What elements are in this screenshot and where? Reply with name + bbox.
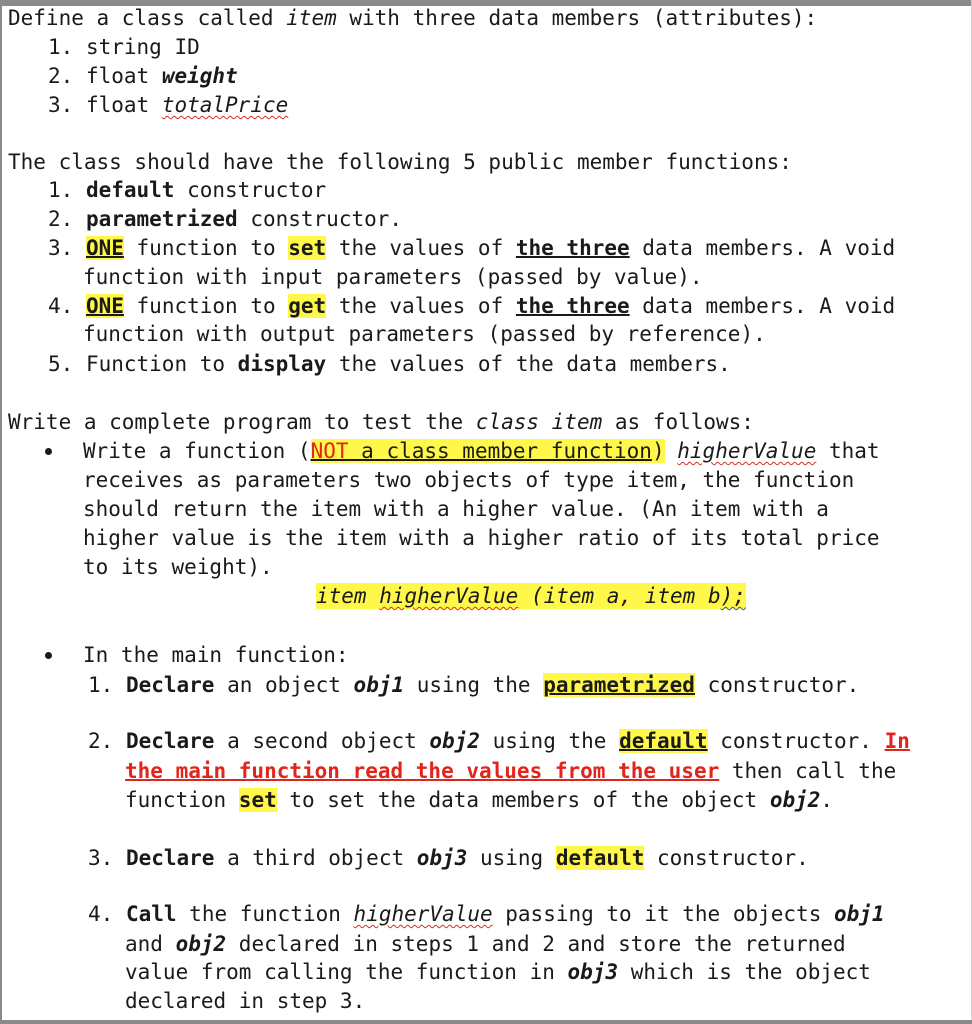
function-item: 3. ONE function to set the values of the three data members. A void <box>48 236 896 260</box>
function-item: 4. ONE function to get the values of the three data members. A void <box>48 294 896 318</box>
function-item: 5. Function to display the values of the data members. <box>48 352 731 376</box>
bullet-text: should return the item with a higher value. (An item with a <box>83 497 829 521</box>
bottom-border <box>0 1020 972 1024</box>
step-item: 4. Call the function higherValue passing to it the objects obj1 <box>88 902 885 926</box>
bullet-text: receives as parameters two objects of type item, the function <box>83 468 855 492</box>
bullet-icon <box>45 448 52 455</box>
bullet-icon <box>45 652 52 659</box>
step-continuation: function set to set the data members of the object obj2. <box>125 788 834 812</box>
step-item: 1. Declare an object obj1 using the parametrized constructor. <box>88 673 860 697</box>
bullet-text: Write a function (NOT a class member function) higherValue that <box>83 439 880 463</box>
step-item: 2. Declare a second object obj2 using the default constructor. In <box>88 729 910 753</box>
function-prototype: item higherValue (item a, item b); <box>316 584 746 608</box>
member-item: 3. float totalPrice <box>48 93 289 117</box>
member-item: 1. string ID <box>48 35 200 59</box>
bullet-text: In the main function: <box>83 643 349 667</box>
function-item-continuation: function with input parameters (passed by value). <box>83 265 703 289</box>
member-functions-heading: The class should have the following 5 public member functions: <box>8 150 792 174</box>
left-border <box>0 0 2 1024</box>
class-definition-heading: Define a class called item with three data members (attributes): <box>8 6 818 30</box>
step-continuation: value from calling the function in obj3 which is the object <box>125 960 871 984</box>
function-item: 2. parametrized constructor. <box>48 207 403 231</box>
bullet-text: to its weight). <box>83 555 273 579</box>
step-item: 3. Declare a third object obj3 using default constructor. <box>88 846 809 870</box>
bullet-text: higher value is the item with a higher ratio of its total price <box>83 526 880 550</box>
step-continuation: and obj2 declared in steps 1 and 2 and store the returned <box>125 932 846 956</box>
function-item-continuation: function with output parameters (passed by reference). <box>83 322 766 346</box>
function-item: 1. default constructor <box>48 178 327 202</box>
step-continuation: declared in step 3. <box>125 989 366 1013</box>
program-heading: Write a complete program to test the class item as follows: <box>8 410 754 434</box>
step-continuation: the main function read the values from the user then call the <box>125 759 897 783</box>
member-item: 2. float weight <box>48 64 238 88</box>
